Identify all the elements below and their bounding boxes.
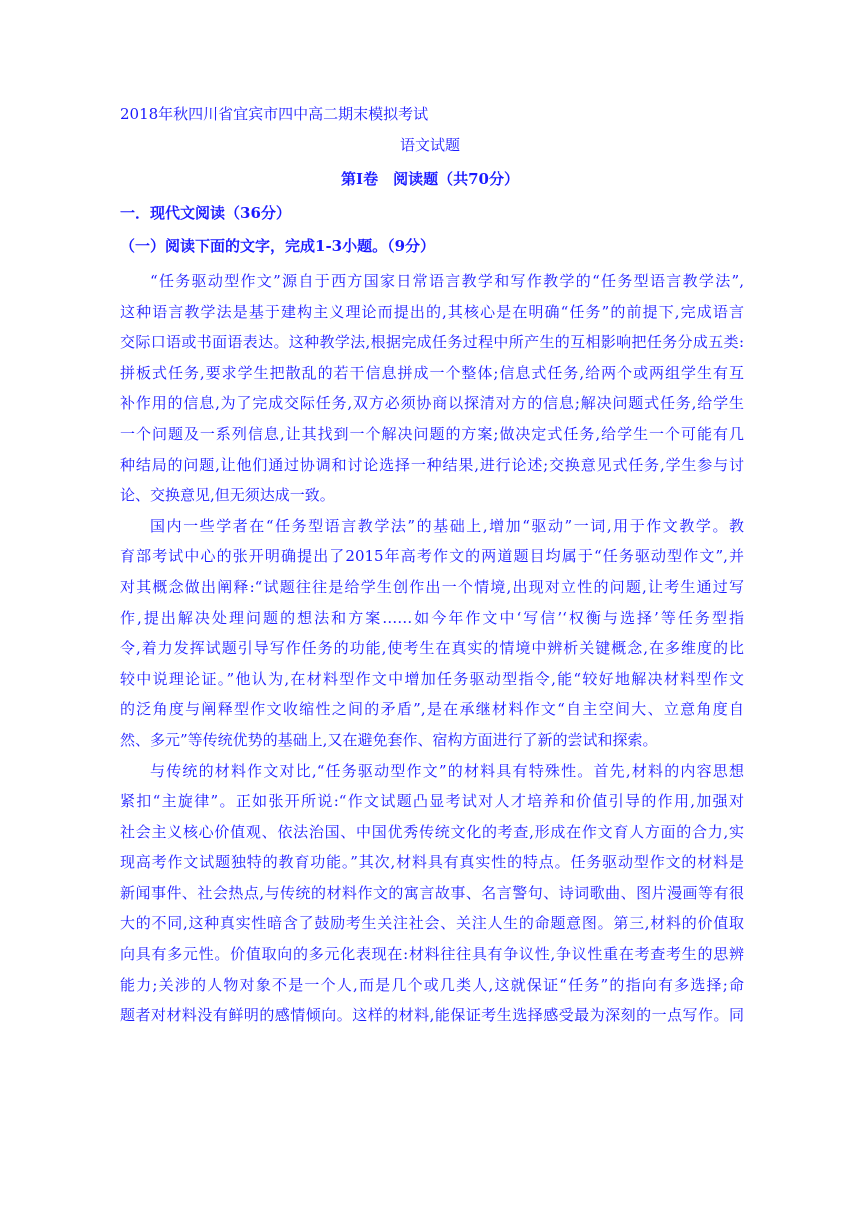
- passage-line: 令,着力发挥试题引导写作任务的功能,使考生在真实的情境中辨析关键概念,在多维度的比: [120, 639, 744, 658]
- section-title: 第Ⅰ卷 阅读题（共70分）: [341, 170, 519, 188]
- exam-title: 2018年秋四川省宜宾市四中高二期末模拟考试: [120, 105, 429, 123]
- passage-line: 较中说理论证。”他认为,在材料型作文中增加任务驱动型指令,能“较好地解决材料型作文: [120, 669, 744, 688]
- passage-line: 与传统的材料作文对比,“任务驱动型作文”的材料具有特殊性。首先,材料的内容思想: [150, 761, 744, 780]
- reading-passage: [120, 266, 744, 1031]
- passage-line: 大的不同,这种真实性暗含了鼓励考生关注社会、关注人生的命题意图。第三,材料的价值取: [120, 914, 744, 933]
- subject-title: 语文试题: [399, 136, 460, 154]
- passage-line: 补作用的信息,为了完成交际任务,双方必须协商以探清对方的信息;解决问题式任务,给学生: [120, 394, 744, 413]
- passage-line: 育部考试中心的张开明确提出了2015年高考作文的两道题目均属于“任务驱动型作文”,并: [120, 547, 744, 566]
- passage-line: 国内一些学者在“任务型语言教学法”的基础上,增加“驱动”一词,用于作文教学。教: [150, 516, 744, 535]
- question-heading: （一）阅读下面的文字，完成1-3小题。（9分）: [120, 237, 436, 255]
- passage-line: 的泛角度与阐释型作文收缩性之间的矛盾”,是在承继材料作文“自主空间大、立意角度自: [120, 700, 744, 719]
- passage-line: 然、多元”等传统优势的基础上,又在避免套作、宿构方面进行了新的尝试和探索。: [120, 730, 658, 749]
- passage-line: 紧扣“主旋律”。正如张开所说:“作文试题凸显考试对人才培养和价值引导的作用,加强对: [120, 792, 744, 811]
- passage-line: 向具有多元性。价值取向的多元化表现在:材料往往具有争议性,争议性重在考查考生的思辨: [120, 945, 744, 964]
- passage-line: 种结局的问题,让他们通过协调和讨论选择一种结果,进行论述;交换意见式任务,学生参与讨: [120, 455, 744, 474]
- passage-line: 社会主义核心价值观、依法治国、中国优秀传统文化的考查,形成在作文育人方面的合力,实: [120, 822, 744, 841]
- passage-line: 能力;关涉的人物对象不是一个人,而是几个或几类人,这就保证“任务”的指向有多选择;命: [120, 975, 744, 994]
- passage-line: 这种语言教学法是基于建构主义理论而提出的,其核心是在明确“任务”的前提下,完成语言: [120, 302, 744, 321]
- passage-line: 作,提出解决处理问题的想法和方案……如今年作文中‘写信’‘权衡与选择’等任务型指: [120, 608, 744, 627]
- passage-line: 题者对材料没有鲜明的感情倾向。这样的材料,能保证考生选择感受最为深刻的一点写作。同: [120, 1006, 744, 1025]
- part-heading: 一．现代文阅读（36分）: [120, 204, 291, 222]
- passage-line: 一个问题及一系列信息,让其找到一个解决问题的方案;做决定式任务,给学生一个可能有几: [120, 424, 744, 443]
- passage-line: 拼板式任务,要求学生把散乱的若干信息拼成一个整体;信息式任务,给两个或两组学生有互: [120, 363, 744, 382]
- passage-line: 对其概念做出阐释:“试题往往是给学生创作出一个情境,出现对立性的问题,让考生通过写: [120, 577, 744, 596]
- passage-line: 新闻事件、社会热点,与传统的材料作文的寓言故事、名言警句、诗词歌曲、图片漫画等有很: [120, 883, 744, 902]
- passage-line: “任务驱动型作文”源自于西方国家日常语言教学和写作教学的“任务型语言教学法”,: [150, 272, 744, 290]
- passage-line: 论、交换意见,但无须达成一致。: [120, 486, 335, 505]
- passage-line: 交际口语或书面语表达。这种教学法,根据完成任务过程中所产生的互相影响把任务分成五类:: [120, 333, 744, 352]
- passage-line: 现高考作文试题独特的教育功能。”其次,材料具有真实性的特点。任务驱动型作文的材料是: [120, 853, 744, 872]
